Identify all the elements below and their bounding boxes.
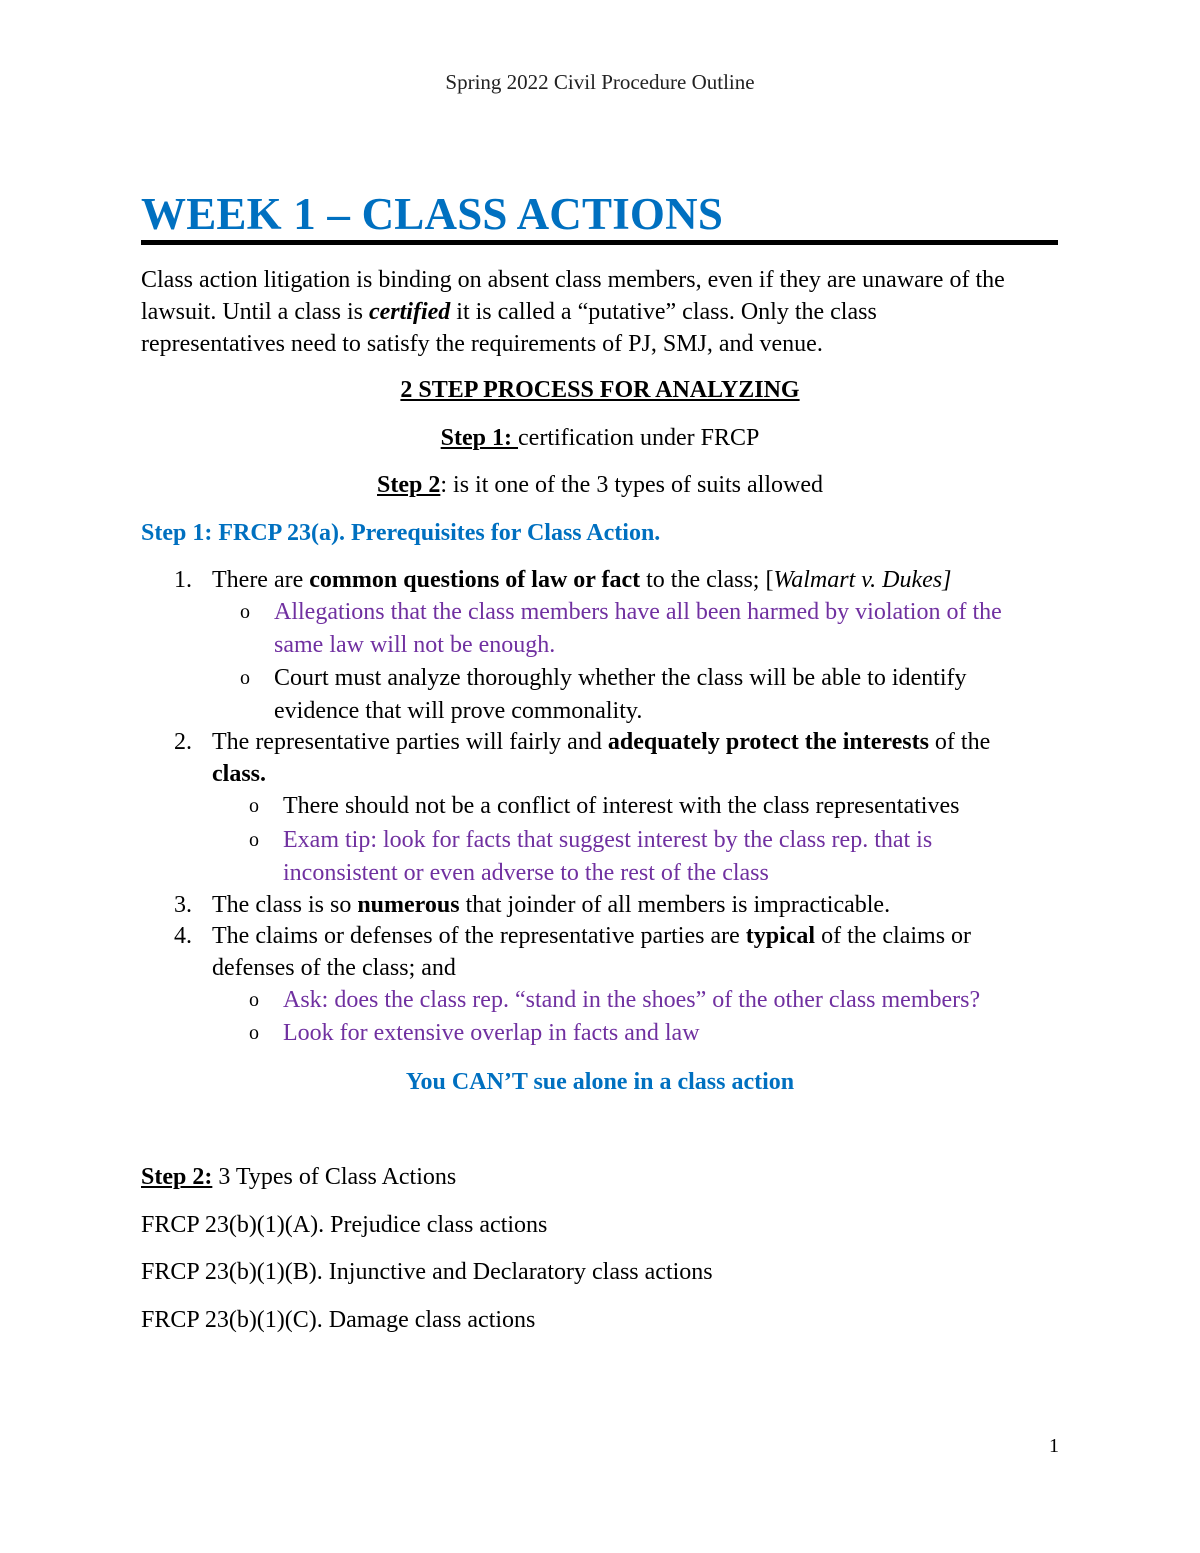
page-header: Spring 2022 Civil Procedure Outline [445, 70, 755, 94]
item-emphasis: adequately protect the interests [607, 729, 929, 755]
list-item-4 [212, 920, 971, 952]
step2-types-text: 3 Types of Class Actions [212, 1164, 457, 1190]
item-text: to the class; [ [640, 567, 774, 593]
item-emphasis: common questions of law or fact [309, 567, 641, 593]
sub-item-line: Court must analyze thoroughly whether the class will be able to identify [274, 665, 967, 691]
step1-label: Step 1: [440, 425, 519, 451]
list-item-1 [212, 564, 951, 596]
item-number: 3. [174, 892, 192, 918]
bullet-icon: o [240, 667, 250, 689]
item-text: of the [928, 729, 991, 755]
item-text: The representative parties will fairly and [212, 729, 608, 755]
item-emphasis: typical [745, 923, 816, 949]
step1-summary [0, 422, 1200, 454]
item-text: The claims or defenses of the representative parties are [212, 923, 746, 949]
list-item-2 [212, 726, 990, 758]
sub-item-line: same law will not be enough. [274, 632, 556, 658]
title-rule [141, 240, 1058, 245]
item-text: that joinder of all members is impracticable. [459, 892, 891, 918]
step2-label: Step 2 [377, 472, 441, 498]
certified-term: certified [368, 299, 451, 325]
step2-text: : is it one of the 3 types of suits allowed [440, 472, 823, 498]
page-number: 1 [1049, 1435, 1059, 1457]
sub-item-line: Look for extensive overlap in facts and law [283, 1020, 700, 1046]
intro-line-3: representatives need to satisfy the requirements of PJ, SMJ, and venue. [141, 331, 823, 357]
item-emphasis: numerous [357, 892, 460, 918]
rule-line: FRCP 23(b)(1)(A). Prejudice class actions [141, 1212, 548, 1238]
rule-line: FRCP 23(b)(1)(C). Damage class actions [141, 1307, 536, 1333]
bullet-icon: o [249, 795, 259, 817]
intro-text: lawsuit. Until a class is [141, 299, 369, 325]
sub-item-line: Ask: does the class rep. “stand in the shoes” of the other class members? [283, 987, 981, 1013]
step2-summary [0, 469, 1200, 501]
page-title: WEEK 1 – CLASS ACTIONS [141, 189, 724, 239]
step1-text: certification under FRCP [518, 425, 760, 451]
exam-tip-line: inconsistent or even adverse to the rest of the class [283, 860, 769, 886]
item-text: There are [212, 567, 310, 593]
sub-item-line: There should not be a conflict of interest with the class representatives [283, 793, 960, 819]
callout-text: You CAN’T sue alone in a class action [405, 1069, 795, 1095]
list-item-3 [212, 889, 890, 921]
intro-text: it is called a “putative” class. Only the class [450, 299, 877, 325]
step1-heading: Step 1: FRCP 23(a). Prerequisites for Class Action. [141, 520, 661, 546]
list-item-2-continued: class. [212, 761, 266, 787]
bullet-icon: o [249, 829, 259, 851]
intro-line-2 [141, 296, 877, 328]
process-heading: 2 STEP PROCESS FOR ANALYZING [400, 377, 800, 403]
step2-types-line [141, 1161, 456, 1193]
case-citation: Walmart v. Dukes] [773, 567, 952, 593]
step2-types-label: Step 2: [141, 1164, 213, 1190]
bullet-icon: o [240, 601, 250, 623]
item-number: 4. [174, 923, 192, 949]
rule-line: FRCP 23(b)(1)(B). Injunctive and Declaratory class actions [141, 1259, 713, 1285]
item-text: of the claims or [815, 923, 972, 949]
item-number: 1. [174, 567, 192, 593]
list-item-4-continued: defenses of the class; and [212, 955, 456, 981]
exam-tip-line: Exam tip: look for facts that suggest interest by the class rep. that is [283, 827, 933, 853]
bullet-icon: o [249, 1022, 259, 1044]
sub-item-line: Allegations that the class members have all been harmed by violation of the [274, 599, 1002, 625]
item-number: 2. [174, 729, 192, 755]
sub-item-line: evidence that will prove commonality. [274, 698, 643, 724]
intro-line-1: Class action litigation is binding on absent class members, even if they are unaware of the [141, 267, 1005, 293]
item-text: The class is so [212, 892, 358, 918]
bullet-icon: o [249, 989, 259, 1011]
